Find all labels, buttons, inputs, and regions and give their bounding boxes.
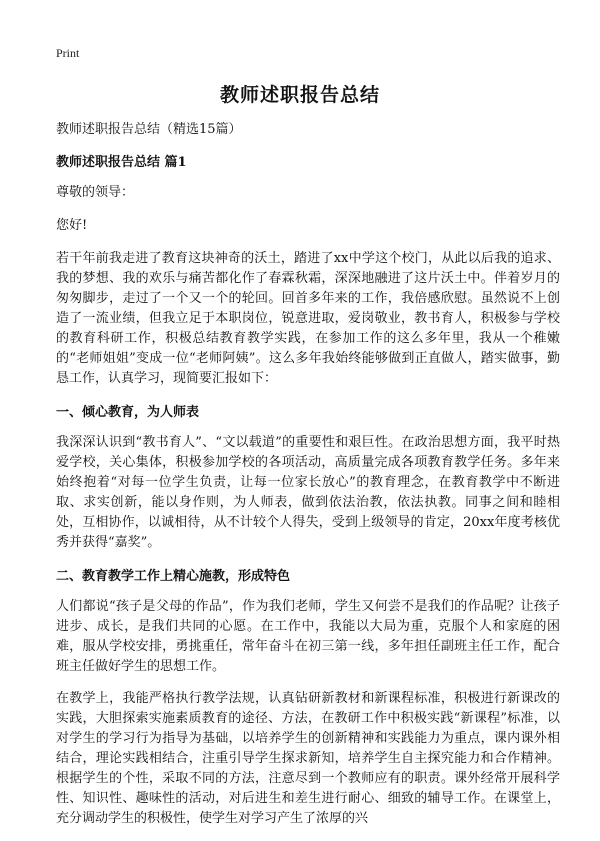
section-heading-2: 二、教育教学工作上精心施教，形成特色 bbox=[56, 569, 291, 584]
paragraph-section-1: 我深深认识到“教书育人”、“文以载道”的重要性和艰巨性。在政治思想方面，我平时热爱学校，关心集体，积极参加学校的各项活动，高质量完成各项教育教学任务。多年来始终抱着“对每一位学生负责，让每一位家长放心”的教育理念，在教育教学中不断进取、求实创新，能以身作则，为人师表，做到依法治教，依法执教。同事之间和睦相处，互相协作，以诚相待，从不计较个人得失，受到上级领导的肯定，20xx年度考核优秀并获得“嘉奖”。 bbox=[56, 435, 560, 550]
paragraph-section-2a: 人们都说“孩子是父母的作品”，作为我们老师，学生又何尝不是我们的作品呢？让孩子进步、成长，是我们共同的心愿。在工作中，我能以大局为重，克服个人和家庭的困难，服从学校安排，勇挑重任，常年奋斗在初三第一线，多年担任副班主任工作，配合班主任做好学生的思想工作。 bbox=[56, 599, 560, 674]
section-heading-1: 一、倾心教育，为人师表 bbox=[56, 405, 200, 420]
greeting: 您好! bbox=[56, 218, 88, 233]
paragraph-section-2b: 在教学上，我能严格执行教学法规，认真钻研新教材和新课程标准，积极进行新课改的实践，大胆探索实施素质教育的途径、方法，在教研工作中积极实践“新课程”标准，以对学生的学习行为指导为基础，以培养学生的创新精神和实践能力为重点，课内课外相结合，理论实践相结合，注重引导学生探求新知，培养学生自主探究能力和合作精神。根据学生的个性，采取不同的方法，注意尽到一个教师应有的职责。课外经常开展科学性、知识性、趣味性的活动，对后进生和差生进行耐心、细致的辅导工作。在课堂上，充分调动学生的积极性，使学生对学习产生了浓厚的兴 bbox=[56, 691, 560, 826]
article-body bbox=[56, 118, 560, 841]
page-title: 教师述职报告总结 bbox=[219, 84, 380, 106]
print-link[interactable]: Print bbox=[56, 46, 80, 60]
salutation: 尊敬的领导： bbox=[56, 185, 135, 200]
article-heading: 教师述职报告总结 篇1 bbox=[56, 155, 187, 170]
paragraph-intro: 若干年前我走进了教育这块神奇的沃土，踏进了xx中学这个校门，从此以后我的追求、我的梦想、我的欢乐与痛苦都化作了春霖秋霜，深深地融进了这片沃土中。伴着岁月的匆匆脚步，走过了一个又一个的轮回。回首多年来的工作，我倍感欣慰。虽然说不上创造了一流业绩，但我立足于本职岗位，锐意进取，爱岗敬业，教书育人，积极参与学校的教育科研工作，积极总结教育教学实践，在参加工作的这么多年里，我从一个稚嫩的“老师姐姐”变成一位“老师阿姨”。这么多年我始终能够做到正直做人，踏实做事，勤恳工作，认真学习，现简要汇报如下： bbox=[56, 251, 560, 386]
article-subtitle: 教师述职报告总结（精选15篇） bbox=[56, 122, 242, 137]
